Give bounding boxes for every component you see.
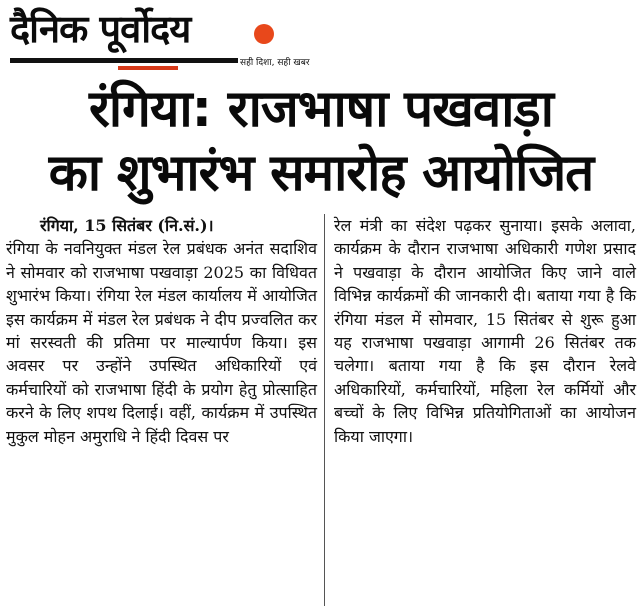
newspaper-masthead — [10, 6, 310, 70]
article-headline — [0, 78, 642, 206]
headline-line-2: का शुभारंभ समारोह आयोजित — [48, 144, 594, 203]
logo-red-accent — [118, 66, 178, 70]
logo-orange-dot — [254, 24, 274, 44]
headline-line-1: रंगिया: राजभाषा पखवाड़ा — [89, 80, 553, 139]
article-column-right — [334, 214, 636, 448]
article-body-col2: रेल मंत्री का संदेश पढ़कर सुनाया। इसके अलावा, कार्यक्रम के दौरान राजभाषा अधिकारी गणेश प्रसाद ने पखवाड़ा के दौरान आयोजित किए जाने वाले विभिन्न कार्यक्रमों की जानकारी दी। बताया गया है कि रंगिया मंडल में सोमवार, 15 सितंबर से शुरू हुआ यह राजभाषा पखवाड़ा आगामी 26 सितंबर तक चलेगा। बताया गया है कि इस दौरान रेलवे अधिकारियों, कर्मचारियों, महिला रेल कर्मियों और बच्चों के लिए विभिन्न प्रतियोगिताओं का आयोजन किया जाएगा। — [334, 216, 636, 446]
article-column-left — [6, 214, 317, 448]
column-divider — [324, 214, 325, 606]
newspaper-tagline: सही दिशा, सही खबर — [238, 55, 312, 68]
newspaper-logo-name: दैनिक पूर्वोदय — [10, 7, 191, 51]
article-body-col1: रंगिया के नवनियुक्त मंडल रेल प्रबंधक अनंत सदाशिव ने सोमवार को राजभाषा पखवाड़ा 2025 का विधिवत शुभारंभ किया। रंगिया रेल मंडल कार्यालय में आयोजित इस कार्यक्रम में मंडल रेल प्रबंधक ने दीप प्रज्वलित कर मां सरस्वती की प्रतिमा पर माल्यार्पण किया। इस अवसर पर उन्होंने उपस्थित अधिकारियों एवं कर्मचारियों को राजभाषा हिंदी के प्रयोग हेतु प्रोत्साहित करने के लिए शपथ दिलाई। वहीं, कार्यक्रम में उपस्थित मुकुल मोहन अमुराधि ने हिंदी दिवस पर — [6, 239, 317, 446]
article-dateline: रंगिया, 15 सितंबर (नि.सं.)। — [40, 216, 214, 235]
